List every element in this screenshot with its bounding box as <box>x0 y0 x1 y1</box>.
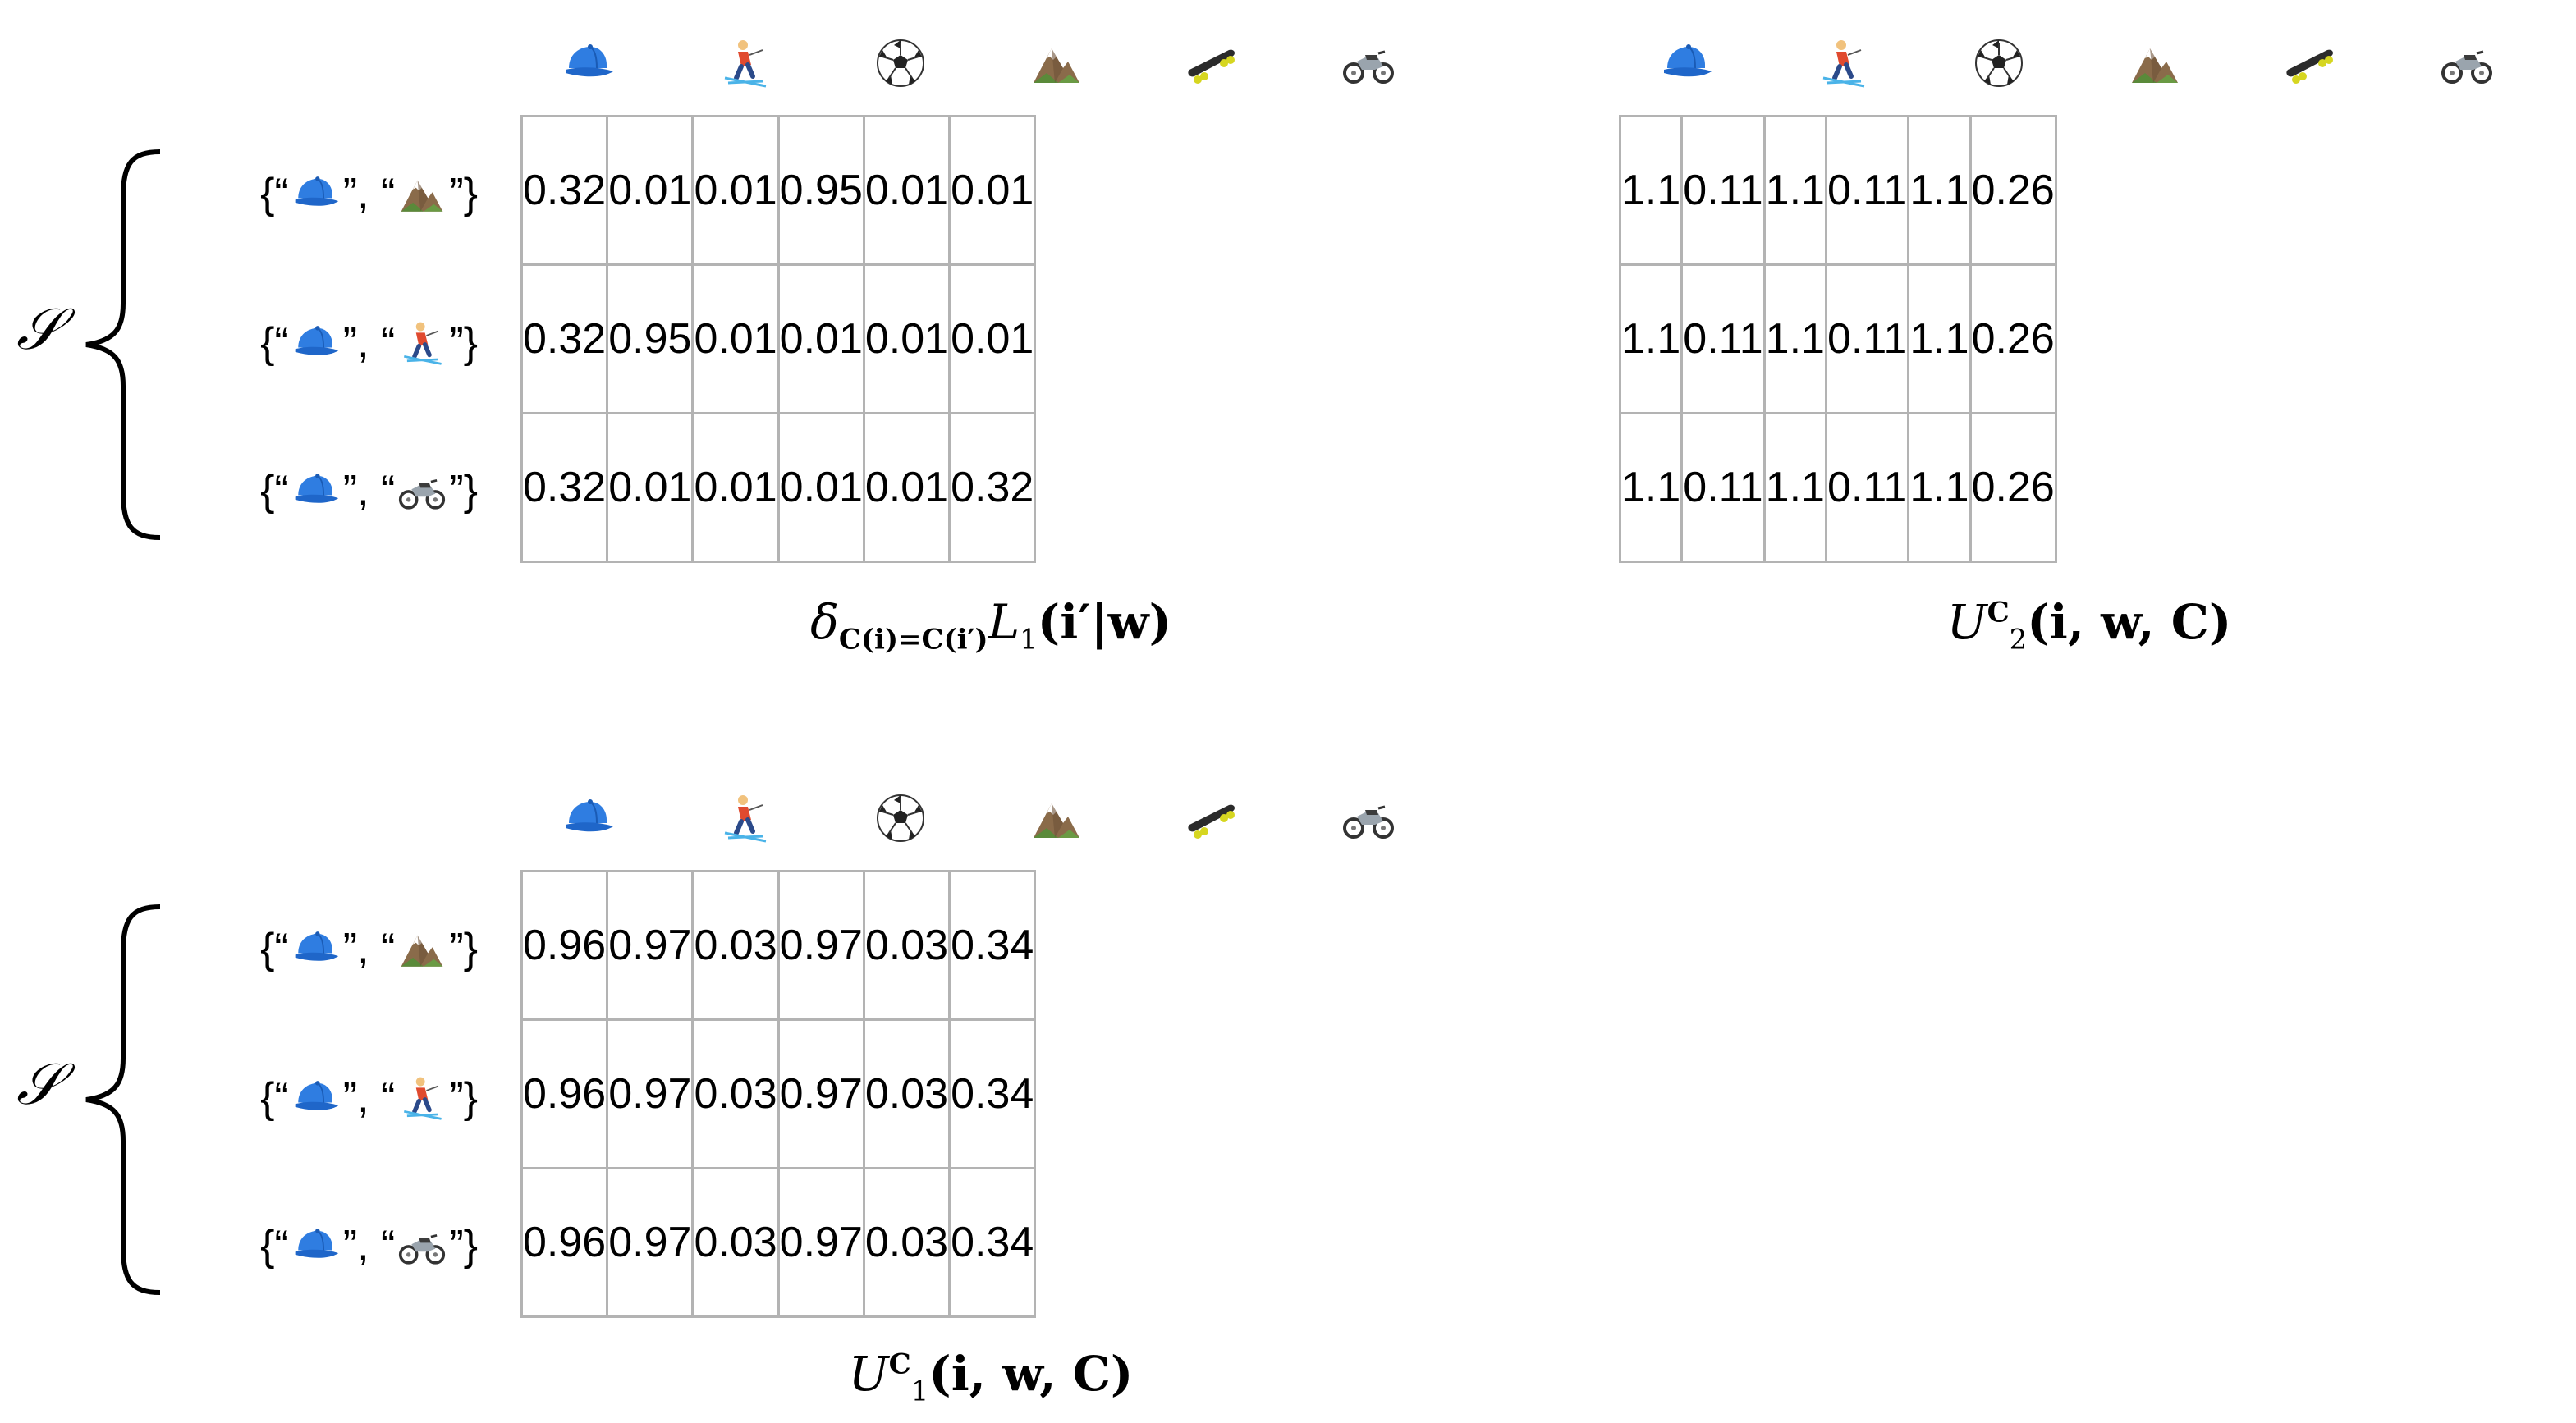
caption-delta-subscript: C(i)=C(i′) <box>838 623 988 657</box>
label-separator: ”, “ <box>342 467 396 515</box>
table-cell: 0.95 <box>607 265 693 414</box>
table-row <box>1620 414 2056 562</box>
motorcycle-icon <box>2389 18 2545 108</box>
row-label <box>260 169 478 218</box>
table-cell: 0.01 <box>693 414 778 562</box>
table-cell: 0.03 <box>864 1020 949 1169</box>
caption-function: U <box>848 1346 889 1402</box>
table-caption <box>520 1346 1461 1408</box>
table-cell: 0.01 <box>950 265 1035 414</box>
row-label <box>260 466 478 515</box>
table-cell: 0.01 <box>607 117 693 265</box>
table-cell: 0.97 <box>778 872 864 1020</box>
table-cell: 0.34 <box>950 1020 1035 1169</box>
table-cell: 0.97 <box>607 1169 693 1317</box>
set-symbol: 𝒮 <box>16 1050 62 1118</box>
table-cell: 0.03 <box>864 872 949 1020</box>
label-suffix: ”} <box>449 319 478 367</box>
skateboard-icon <box>2233 18 2389 108</box>
table-cell: 1.1 <box>1909 117 1970 265</box>
motorcycle-icon <box>398 467 446 515</box>
caption-args: (i, w, C) <box>928 1346 1134 1402</box>
table-cell: 0.01 <box>950 117 1035 265</box>
skateboard-icon <box>1134 18 1290 108</box>
table-cell: 1.1 <box>1620 265 1682 414</box>
label-separator: ”, “ <box>342 1222 396 1270</box>
table-cell: 0.01 <box>864 414 949 562</box>
label-prefix: {“ <box>260 925 289 972</box>
soccer-ball-icon <box>823 18 979 108</box>
table-row <box>522 872 1035 1020</box>
table-cell: 1.1 <box>1764 117 1826 265</box>
table-cell: 0.01 <box>607 414 693 562</box>
skier-icon <box>667 18 823 108</box>
table-cell: 0.32 <box>522 265 607 414</box>
table-cell: 0.01 <box>778 414 864 562</box>
table-cell: 1.1 <box>1909 414 1970 562</box>
table-cell: 1.1 <box>1764 265 1826 414</box>
caption-args: (i′|w) <box>1037 594 1172 650</box>
table-cell: 0.32 <box>522 414 607 562</box>
table-cell: 0.32 <box>950 414 1035 562</box>
curly-brace <box>82 148 164 542</box>
column-icon-row <box>1609 18 2545 108</box>
set-symbol: 𝒮 <box>16 295 62 363</box>
table-cell: 0.03 <box>693 872 778 1020</box>
label-suffix: ”} <box>449 170 478 217</box>
table-cell: 0.01 <box>864 265 949 414</box>
mountain-icon <box>398 170 446 217</box>
label-separator: ”, “ <box>342 1074 396 1122</box>
column-icon-row <box>511 773 1446 863</box>
table-cell: 0.03 <box>693 1020 778 1169</box>
cap-icon <box>1609 18 1765 108</box>
cap-icon <box>292 170 340 217</box>
motorcycle-icon <box>398 1222 446 1270</box>
mountain-icon <box>2077 18 2233 108</box>
label-prefix: {“ <box>260 1074 289 1122</box>
caption-subscript: 2 <box>2009 623 2028 657</box>
table-cell: 0.03 <box>864 1169 949 1317</box>
label-prefix: {“ <box>260 170 289 217</box>
skier-icon <box>398 319 446 367</box>
cap-icon <box>292 925 340 972</box>
table-cell: 0.97 <box>607 1020 693 1169</box>
table-cell: 0.34 <box>950 872 1035 1020</box>
skateboard-icon <box>1134 773 1290 863</box>
label-separator: ”, “ <box>342 170 396 217</box>
curly-brace <box>82 903 164 1297</box>
value-table <box>520 115 1036 563</box>
label-suffix: ”} <box>449 1074 478 1122</box>
skier-icon <box>398 1074 446 1122</box>
mountain-icon <box>979 18 1134 108</box>
table-cell: 0.11 <box>1826 265 1908 414</box>
table-cell: 0.11 <box>1826 117 1908 265</box>
row-label <box>260 1221 478 1270</box>
table-caption <box>520 594 1461 657</box>
caption-delta: δ <box>809 594 839 650</box>
table-cell: 1.1 <box>1620 414 1682 562</box>
table-cell: 0.96 <box>522 872 607 1020</box>
mountain-icon <box>398 925 446 972</box>
table-row <box>1620 265 2056 414</box>
cap-icon <box>292 467 340 515</box>
soccer-ball-icon <box>823 773 979 863</box>
table-row <box>1620 117 2056 265</box>
cap-icon <box>292 1222 340 1270</box>
table-cell: 1.1 <box>1764 414 1826 562</box>
caption-args: (i, w, C) <box>2027 594 2232 650</box>
skier-icon <box>1765 18 1921 108</box>
table-row <box>522 414 1035 562</box>
caption-superscript: C <box>888 1348 911 1381</box>
table-cell: 0.96 <box>522 1020 607 1169</box>
table-cell: 0.03 <box>693 1169 778 1317</box>
cap-icon <box>292 319 340 367</box>
caption-function: L <box>988 594 1020 650</box>
table-cell: 0.32 <box>522 117 607 265</box>
cap-icon <box>511 773 667 863</box>
table-cell: 0.97 <box>778 1020 864 1169</box>
table-caption <box>1619 594 2560 657</box>
mountain-icon <box>979 773 1134 863</box>
motorcycle-icon <box>1290 18 1446 108</box>
table-row <box>522 1020 1035 1169</box>
row-label <box>260 924 478 973</box>
table-cell: 0.01 <box>778 265 864 414</box>
table-cell: 0.96 <box>522 1169 607 1317</box>
label-suffix: ”} <box>449 1222 478 1270</box>
value-table <box>1619 115 2057 563</box>
soccer-ball-icon <box>1921 18 2077 108</box>
table-cell: 0.11 <box>1682 117 1764 265</box>
caption-subscript: 1 <box>1020 623 1038 657</box>
label-suffix: ”} <box>449 925 478 972</box>
label-separator: ”, “ <box>342 925 396 972</box>
caption-subscript: 1 <box>910 1375 929 1408</box>
row-label <box>260 1073 478 1123</box>
label-separator: ”, “ <box>342 319 396 367</box>
column-icon-row <box>511 18 1446 108</box>
table-cell: 0.95 <box>778 117 864 265</box>
row-label <box>260 318 478 368</box>
table-cell: 0.26 <box>1970 117 2056 265</box>
label-prefix: {“ <box>260 467 289 515</box>
table-cell: 0.11 <box>1682 265 1764 414</box>
label-suffix: ”} <box>449 467 478 515</box>
skier-icon <box>667 773 823 863</box>
table-cell: 0.97 <box>607 872 693 1020</box>
cap-icon <box>511 18 667 108</box>
table-cell: 0.97 <box>778 1169 864 1317</box>
table-cell: 0.26 <box>1970 265 2056 414</box>
value-table <box>520 870 1036 1318</box>
table-cell: 0.26 <box>1970 414 2056 562</box>
table-cell: 0.01 <box>693 117 778 265</box>
table-cell: 0.11 <box>1682 414 1764 562</box>
table-cell: 1.1 <box>1620 117 1682 265</box>
table-row <box>522 117 1035 265</box>
label-prefix: {“ <box>260 1222 289 1270</box>
cap-icon <box>292 1074 340 1122</box>
table-row <box>522 265 1035 414</box>
table-cell: 1.1 <box>1909 265 1970 414</box>
table-cell: 0.11 <box>1826 414 1908 562</box>
caption-superscript: C <box>1987 596 2010 629</box>
table-cell: 0.34 <box>950 1169 1035 1317</box>
motorcycle-icon <box>1290 773 1446 863</box>
table-cell: 0.01 <box>864 117 949 265</box>
caption-function: U <box>1946 594 1987 650</box>
table-row <box>522 1169 1035 1317</box>
label-prefix: {“ <box>260 319 289 367</box>
table-cell: 0.01 <box>693 265 778 414</box>
